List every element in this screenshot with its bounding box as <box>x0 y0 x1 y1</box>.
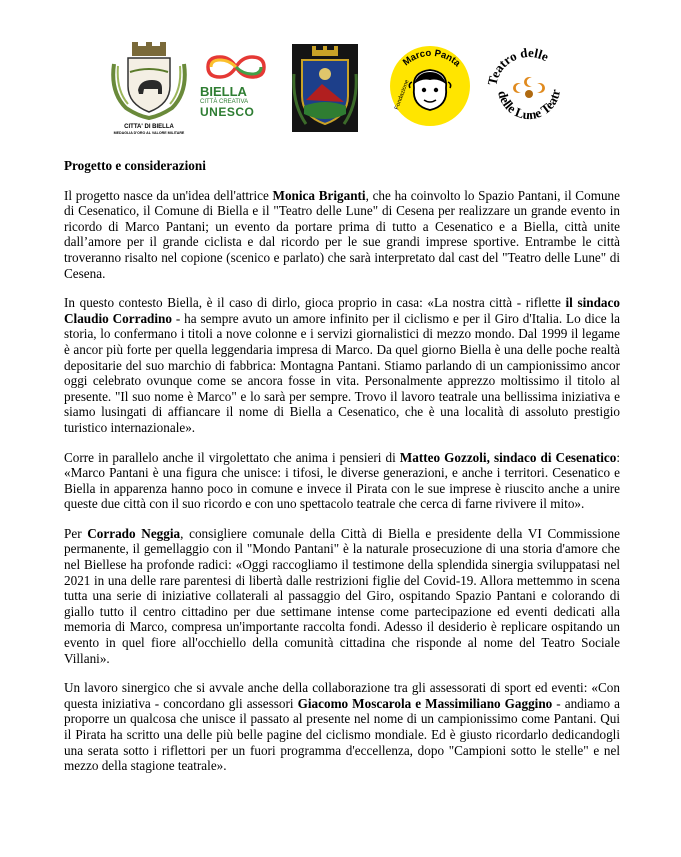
paragraph-3 <box>64 450 620 512</box>
biella-caption-line2: MEDAGLIA D'ORO AL VALORE MILITARE <box>113 131 185 135</box>
biella-coat-of-arms-logo <box>108 42 190 135</box>
paragraph-2 <box>64 295 620 435</box>
p5-bold: Giacomo Moscarola e Massimiliano Gaggino <box>297 695 553 711</box>
p1-text-b: , che ha coinvolto lo Spazio Pantani, il Comune di Cesenatico, il Comune di Biella e il "Teatro delle Lune" di Cesena per realizzare un grande evento in ricordo di Marco Pantani; un evento da portare prima di tutto a Cesenatico e a Biella, città unite dall’amore per il grande ciclista e dal ricordo per le sue grandi imprese sportive. Entrambe le città troveranno risalto nel copione (scenico e parlato) che sarà interpretato dal cast del "Teatro delle Lune" di Cesena. <box>64 187 620 281</box>
document-body <box>64 158 620 788</box>
p3-text-b: : «Marco Pantani è una figura che unisce: i tifosi, le diverse generazioni, e anche i territori. Cesenatico e Biella in apparenza hanno poco in comune e invece il Pirata con le sue imprese è riuscito anche a unire queste due città con il suo ricordo e con uno spettacolo teatrale che cerca di farne rivivere il mito». <box>64 449 621 512</box>
biella-unesco-name: BIELLA <box>200 84 247 99</box>
coat-of-arms-icon <box>108 42 190 120</box>
biella-unesco-sub2: UNESCO <box>200 105 255 119</box>
p2-text-a: In questo contesto Biella, è il caso di dirlo, gioca proprio in casa: «La nostra città - riflette <box>64 295 566 311</box>
cesenatico-coat-of-arms-logo <box>292 44 358 132</box>
infinity-symbol-icon <box>200 54 272 80</box>
p5-text-b: - andiamo a proporre un qualcosa che unisce il passato al presente nel nome di un campionissimo come Pantani. Qui il Pirata ha scritto una delle più belle pagine del ciclismo mondiale. Ed è giusto ricordarlo dedicandogli una serata sotto i riflettori per un fuori programma d'eccellenza, dopo "Campioni sotto le stelle" e nel mezzo della stagione teatrale». <box>64 695 621 774</box>
biella-unesco-logo <box>200 54 272 124</box>
pantani-face-icon <box>388 44 472 128</box>
p5-text-a: Un lavoro sinergico che si avvale anche della collaborazione tra gli assessorati di sport ed eventi: «Con questa iniziativa - concordano gli assessori <box>64 680 620 711</box>
p4-bold: Corrado Neggia <box>87 525 181 541</box>
p2-text-b: - ha sempre avuto un amore infinito per il ciclismo e per il Giro d'Italia. Lo dice la storia, lo confermano i titoli a nove colonne e i servizi giornalistici di mezzo mondo. Dal 1999 il legame è ancor più forte per quella leggendaria impresa di Marco. Da quel giorno Biella è una delle poche realtà depositarie del suo marchio di fabbrica: Montagna Pantani. Stiamo parlando di un campionissimo ancor oggi celebrato ovunque come se ancora fosse in vita. Personalmente apprezzo moltissimo il titolo al presente. "Il suo nome è Marco" e lo sarà per sempre. Trovo il lavoro teatrale una bellissima iniziativa e siamo lusingati di affiancare il nome di Biella a Cesenatico, che è una località di assoluto prestigio turistico internazionale». <box>64 310 620 435</box>
teatro-delle-lune-logo <box>484 42 574 132</box>
biella-caption-line1: CITTA' DI BIELLA <box>124 124 174 130</box>
pantani-arc-text: Marco Panta <box>400 47 463 70</box>
p1-text-a: Il progetto nasce da un'idea dell'attrice <box>64 187 273 203</box>
biella-unesco-sub1: CITTÀ CREATIVA <box>200 99 249 105</box>
teatro-moons-icon <box>484 42 574 132</box>
svg-text:Fondazione: Fondazione <box>394 79 411 111</box>
p4-text-b: , consigliere comunale della Città di Biella e presidente della VI Commissione permanente, il gemellaggio con il "Mondo Pantani" è la naturale prosecuzione di una storia d'amore che nel Biellese ha profonde radici: «Oggi raccogliamo il testimone della splendida sinergia sviluppatasi nel 2021 in una delle rare parentesi di libertà dalle restrizioni figlie del Covid-19. Allora mettemmo in scena tutta una serie di iniziative collaterali al passaggio del Giro, ospitando Spazio Pantani e colorando di giallo tutto il centro cittadino per due settimane intense come partecipazione ed eventi dedicati alla memoria di Marco, compresa un'importante raccolta fondi. Adesso il desiderio è replicare ospitando un evento in quel fiore all'occhiello della comunità cittadina che risponde al nome del Teatro Sociale Villani». <box>64 525 620 666</box>
paragraph-1 <box>64 188 620 282</box>
biella-caption <box>108 124 190 136</box>
p3-text-a: Corre in parallelo anche il virgolettato che anima i pensieri di <box>64 449 400 465</box>
fondazione-pantani-logo <box>388 44 472 128</box>
svg-text:Teatro delle: Teatro delle <box>484 44 552 87</box>
cesenatico-shield-icon <box>292 44 358 132</box>
p1-bold: Monica Briganti <box>272 187 366 203</box>
paragraph-4 <box>64 526 620 666</box>
section-heading: Progetto e considerazioni <box>64 158 206 173</box>
paragraph-5 <box>64 680 620 774</box>
p2-bold: il sindaco Claudio Corradino <box>64 295 620 326</box>
svg-text:delle Lune Teatro: delle Lune Teatr <box>495 88 563 123</box>
logo-strip <box>0 40 681 135</box>
p3-bold: Matteo Gozzoli, sindaco di Cesenatico <box>399 449 617 465</box>
p4-text-a: Per <box>64 525 88 541</box>
